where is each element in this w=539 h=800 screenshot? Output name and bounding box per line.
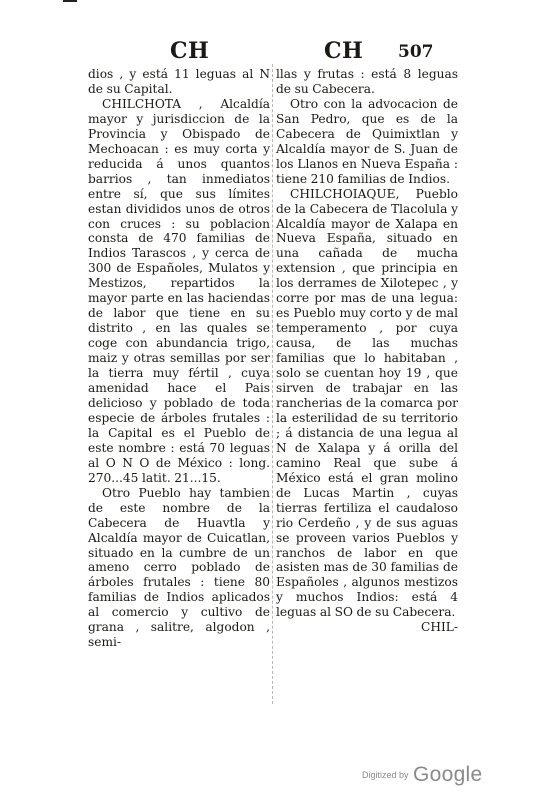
- google-logo: Google: [412, 763, 483, 786]
- paragraph: llas y frutas : está 8 leguas de su Cabecera.: [276, 67, 458, 96]
- paragraph: dios , y está 11 leguas al N de su Capital.: [88, 67, 270, 96]
- paragraph: Otro Pueblo hay tambien de este nombre de la Cabecera de Huavtla y Alcaldía mayor de Cuicatlan, situado en la cumbre de un ameno cerro poblado de árboles frutales : tiene 80 familias de Indios aplicados al comercio y cultivo de grana , salitre, algodon , semi-: [88, 485, 270, 650]
- right-column-body: [276, 67, 458, 620]
- running-header: [0, 38, 539, 64]
- column-divider: [272, 64, 273, 704]
- page-number: 507: [398, 42, 434, 62]
- watermark-prefix: Digitized by: [362, 770, 409, 780]
- catchword: CHIL-: [421, 620, 458, 635]
- left-column: [88, 67, 270, 650]
- paragraph: CHILCHOIAQUE, Pueblo de la Cabecera de Tlacolula y Alcaldía mayor de Xalapa en Nueva España, situado en una cañada de mucha extension , que principia en los derrames de Xilotepec , y corre por mas de una legua: es Pueblo muy corto y de mal temperamento , por cuya causa, de las muchas familias que lo habitaban , solo se cuentan hoy 19 , que sirven de trabajar en las rancherias de la comarca por la esterilidad de su territorio ; á distancia de una legua al N de Xalapa y á orilla del camino Real que sube á México está el gran molino de Lucas Martin , cuyas tierras fertiliza el caudaloso rio Cerdeño , y de sus aguas se proveen varios Pueblos y ranchos de labor en que asisten mas de 30 familias de Españoles , algunos mestizos y muchos Indios: está 4 leguas al SO de su Cabecera.: [276, 186, 458, 620]
- corner-mark: [63, 0, 77, 12]
- paragraph: Otro con la advocacion de San Pedro, que es de la Cabecera de Quimixtlan y Alcaldía mayor de S. Juan de los Llanos en Nueva España : tiene 210 familias de Indios.: [276, 96, 458, 186]
- paragraph: CHILCHOTA , Alcaldía mayor y jurisdiccion de la Provincia y Obispado de Mechoacan : es muy corta y reducida á unos quantos barrios , tan inmediatos entre sí, que sus límites estan divididos unos de otros con cruces : su poblacion consta de 470 familias de Indios Tarascos , y cerca de 300 de Españoles, Mulatos y Mestizos, repartidos la mayor parte en las haciendas de labor que tiene en su distrito , en las quales se coge con abundancia trigo, maiz y otras semillas por ser la tierra muy fértil , cuya amenidad hace el Pais delicioso y poblado de toda especie de árboles frutales : la Capital es el Pueblo de este nombre : está 70 leguas al O N O de México : long. 270...45 latit. 21...15.: [88, 96, 270, 485]
- header-left: CH: [170, 38, 210, 64]
- right-column: [276, 67, 458, 635]
- digitized-watermark: [362, 763, 483, 787]
- header-right: CH: [324, 38, 364, 64]
